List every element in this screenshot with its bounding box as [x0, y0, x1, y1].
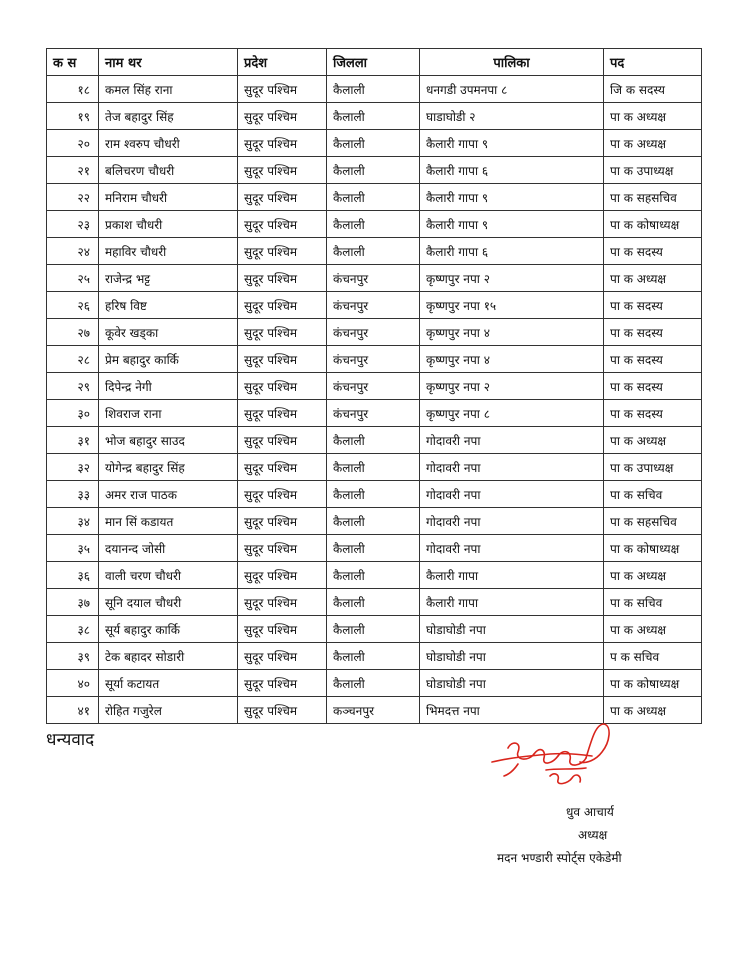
cell-municipality: कैलारी गापा ९ [420, 184, 604, 211]
cell-serial: ३६ [47, 562, 99, 589]
cell-serial: ३२ [47, 454, 99, 481]
cell-position: प क सचिव [604, 643, 702, 670]
table-row [47, 454, 702, 481]
cell-serial: ४० [47, 670, 99, 697]
cell-province: सुदूर पश्चिम [238, 400, 327, 427]
cell-district: कैलाली [327, 562, 420, 589]
cell-name: तेज बहादुर सिंह [99, 103, 238, 130]
cell-name: मनिराम चौधरी [99, 184, 238, 211]
cell-district: कैलाली [327, 211, 420, 238]
cell-position: पा क सचिव [604, 481, 702, 508]
cell-name: कूवेर खड्का [99, 319, 238, 346]
table-row [47, 265, 702, 292]
cell-name: शिवराज राना [99, 400, 238, 427]
cell-name: अमर राज पाठक [99, 481, 238, 508]
cell-position: पा क उपाध्यक्ष [604, 454, 702, 481]
header-name: नाम थर [99, 49, 238, 76]
table-row [47, 103, 702, 130]
cell-municipality: कृष्णपुर नपा २ [420, 373, 604, 400]
cell-province: सुदूर पश्चिम [238, 508, 327, 535]
cell-province: सुदूर पश्चिम [238, 238, 327, 265]
cell-serial: २९ [47, 373, 99, 400]
cell-serial: ३४ [47, 508, 99, 535]
cell-municipality: गोदावरी नपा [420, 535, 604, 562]
cell-district: कैलाली [327, 643, 420, 670]
cell-serial: २६ [47, 292, 99, 319]
cell-district: कैलाली [327, 157, 420, 184]
cell-municipality: घोडाघोडी नपा [420, 670, 604, 697]
table-row [47, 346, 702, 373]
cell-position: पा क सदस्य [604, 319, 702, 346]
cell-municipality: गोदावरी नपा [420, 481, 604, 508]
table-row [47, 481, 702, 508]
table-row [47, 211, 702, 238]
cell-name: दिपेन्द्र नेगी [99, 373, 238, 400]
cell-serial: ३९ [47, 643, 99, 670]
table-row [47, 643, 702, 670]
cell-province: सुदूर पश्चिम [238, 373, 327, 400]
cell-serial: १९ [47, 103, 99, 130]
table-row [47, 427, 702, 454]
cell-serial: २८ [47, 346, 99, 373]
cell-district: कैलाली [327, 238, 420, 265]
cell-name: प्रेम बहादुर कार्कि [99, 346, 238, 373]
cell-municipality: कैलारी गापा [420, 589, 604, 616]
cell-province: सुदूर पश्चिम [238, 346, 327, 373]
table-row [47, 508, 702, 535]
cell-municipality: कैलारी गापा ६ [420, 238, 604, 265]
cell-province: सुदूर पश्चिम [238, 319, 327, 346]
cell-province: सुदूर पश्चिम [238, 535, 327, 562]
cell-serial: ३७ [47, 589, 99, 616]
cell-serial: ३३ [47, 481, 99, 508]
cell-province: सुदूर पश्चिम [238, 292, 327, 319]
cell-province: सुदूर पश्चिम [238, 130, 327, 157]
cell-serial: २५ [47, 265, 99, 292]
cell-position: पा क अध्यक्ष [604, 427, 702, 454]
cell-name: टेक बहादर सोडारी [99, 643, 238, 670]
cell-name: सूनि दयाल चौधरी [99, 589, 238, 616]
cell-position: जि क सदस्य [604, 76, 702, 103]
cell-district: कैलाली [327, 103, 420, 130]
cell-district: कैलाली [327, 535, 420, 562]
cell-province: सुदूर पश्चिम [238, 211, 327, 238]
cell-position: पा क सदस्य [604, 238, 702, 265]
cell-serial: ३५ [47, 535, 99, 562]
cell-serial: २७ [47, 319, 99, 346]
cell-province: सुदूर पश्चिम [238, 427, 327, 454]
cell-municipality: कैलारी गापा ९ [420, 130, 604, 157]
cell-position: पा क अध्यक्ष [604, 562, 702, 589]
cell-serial: ३१ [47, 427, 99, 454]
cell-district: कैलाली [327, 427, 420, 454]
cell-name: प्रकाश चौधरी [99, 211, 238, 238]
cell-position: पा क सदस्य [604, 373, 702, 400]
cell-name: राम श्वरुप चौधरी [99, 130, 238, 157]
cell-municipality: घाडाघोडी २ [420, 103, 604, 130]
header-position: पद [604, 49, 702, 76]
cell-position: पा क कोषाध्यक्ष [604, 670, 702, 697]
cell-name: भोज बहादुर साउद [99, 427, 238, 454]
cell-position: पा क सचिव [604, 589, 702, 616]
cell-serial: २२ [47, 184, 99, 211]
cell-serial: १८ [47, 76, 99, 103]
cell-position: पा क सदस्य [604, 400, 702, 427]
header-municipality: पालिका [420, 49, 604, 76]
header-serial: क स [47, 49, 99, 76]
table-row [47, 670, 702, 697]
cell-serial: २१ [47, 157, 99, 184]
cell-municipality: कृष्णपुर नपा ८ [420, 400, 604, 427]
cell-municipality: घोडाघोडी नपा [420, 643, 604, 670]
cell-name: सूर्या कटायत [99, 670, 238, 697]
cell-municipality: कृष्णपुर नपा ४ [420, 346, 604, 373]
cell-position: पा क सदस्य [604, 292, 702, 319]
cell-district: कञ्चनपुर [327, 697, 420, 724]
cell-serial: २४ [47, 238, 99, 265]
cell-district: कंचनपुर [327, 400, 420, 427]
cell-position: पा क कोषाध्यक्ष [604, 211, 702, 238]
cell-name: कमल सिंह राना [99, 76, 238, 103]
member-list-table [46, 48, 701, 724]
handwritten-signature [488, 718, 614, 796]
cell-district: कैलाली [327, 589, 420, 616]
signatory-name: धुव आचार्य [566, 805, 614, 819]
table-row [47, 76, 702, 103]
cell-province: सुदूर पश्चिम [238, 670, 327, 697]
cell-municipality: भिमदत्त नपा [420, 697, 604, 724]
cell-name: योगेन्द्र बहादुर सिंह [99, 454, 238, 481]
cell-municipality: गोदावरी नपा [420, 427, 604, 454]
cell-name: बलिचरण चौधरी [99, 157, 238, 184]
cell-district: कैलाली [327, 670, 420, 697]
cell-name: हरिष विष्ट [99, 292, 238, 319]
cell-district: कैलाली [327, 454, 420, 481]
cell-municipality: कैलारी गापा ६ [420, 157, 604, 184]
cell-name: महाविर चौधरी [99, 238, 238, 265]
cell-province: सुदूर पश्चिम [238, 562, 327, 589]
table-row [47, 562, 702, 589]
cell-district: कैलाली [327, 130, 420, 157]
cell-district: कैलाली [327, 184, 420, 211]
cell-municipality: कृष्णपुर नपा २ [420, 265, 604, 292]
signatory-title: अध्यक्ष [578, 828, 608, 842]
table-row [47, 589, 702, 616]
cell-province: सुदूर पश्चिम [238, 157, 327, 184]
table-row [47, 238, 702, 265]
cell-province: सुदूर पश्चिम [238, 481, 327, 508]
cell-district: कंचनपुर [327, 292, 420, 319]
table-row [47, 184, 702, 211]
cell-position: पा क अध्यक्ष [604, 130, 702, 157]
cell-position: पा क सदस्य [604, 346, 702, 373]
cell-municipality: कृष्णपुर नपा १५ [420, 292, 604, 319]
cell-serial: ३८ [47, 616, 99, 643]
cell-position: पा क कोषाध्यक्ष [604, 535, 702, 562]
table-row [47, 130, 702, 157]
cell-district: कंचनपुर [327, 265, 420, 292]
cell-serial: ४१ [47, 697, 99, 724]
cell-position: पा क अध्यक्ष [604, 103, 702, 130]
signatory-organization: मदन भण्डारी स्पोर्ट्स एकेडेमी [497, 851, 622, 865]
cell-district: कैलाली [327, 616, 420, 643]
cell-province: सुदूर पश्चिम [238, 76, 327, 103]
cell-district: कैलाली [327, 481, 420, 508]
table-header-row [47, 49, 702, 76]
cell-province: सुदूर पश्चिम [238, 643, 327, 670]
cell-name: रोहित गजुरेल [99, 697, 238, 724]
cell-position: पा क अध्यक्ष [604, 265, 702, 292]
cell-municipality: गोदावरी नपा [420, 454, 604, 481]
cell-position: पा क सहसचिव [604, 508, 702, 535]
cell-municipality: कैलारी गापा [420, 562, 604, 589]
cell-name: मान सिं कडायत [99, 508, 238, 535]
cell-position: पा क अध्यक्ष [604, 697, 702, 724]
cell-name: वाली चरण चौधरी [99, 562, 238, 589]
cell-name: दयानन्द जोसी [99, 535, 238, 562]
header-province: प्रदेश [238, 49, 327, 76]
cell-province: सुदूर पश्चिम [238, 103, 327, 130]
cell-municipality: गोदावरी नपा [420, 508, 604, 535]
table-row [47, 373, 702, 400]
cell-district: कंचनपुर [327, 373, 420, 400]
table-row [47, 157, 702, 184]
cell-district: कंचनपुर [327, 346, 420, 373]
cell-municipality: कृष्णपुर नपा ४ [420, 319, 604, 346]
cell-municipality: घोडाघोडी नपा [420, 616, 604, 643]
cell-province: सुदूर पश्चिम [238, 697, 327, 724]
cell-serial: ३० [47, 400, 99, 427]
table-row [47, 400, 702, 427]
table-row [47, 292, 702, 319]
cell-serial: २० [47, 130, 99, 157]
cell-district: कैलाली [327, 76, 420, 103]
closing-thanks: धन्यवाद [46, 730, 95, 750]
cell-district: कंचनपुर [327, 319, 420, 346]
cell-position: पा क सहसचिव [604, 184, 702, 211]
cell-municipality: कैलारी गापा ९ [420, 211, 604, 238]
cell-municipality: धनगडी उपमनपा ८ [420, 76, 604, 103]
cell-position: पा क अध्यक्ष [604, 616, 702, 643]
table-row [47, 319, 702, 346]
cell-serial: २३ [47, 211, 99, 238]
table-row [47, 535, 702, 562]
cell-position: पा क उपाध्यक्ष [604, 157, 702, 184]
table-row [47, 616, 702, 643]
header-district: जिलला [327, 49, 420, 76]
cell-district: कैलाली [327, 508, 420, 535]
cell-province: सुदूर पश्चिम [238, 265, 327, 292]
cell-province: सुदूर पश्चिम [238, 616, 327, 643]
cell-province: सुदूर पश्चिम [238, 589, 327, 616]
cell-name: राजेन्द्र भट्ट [99, 265, 238, 292]
cell-province: सुदूर पश्चिम [238, 184, 327, 211]
cell-name: सूर्य बहादुर कार्कि [99, 616, 238, 643]
cell-province: सुदूर पश्चिम [238, 454, 327, 481]
